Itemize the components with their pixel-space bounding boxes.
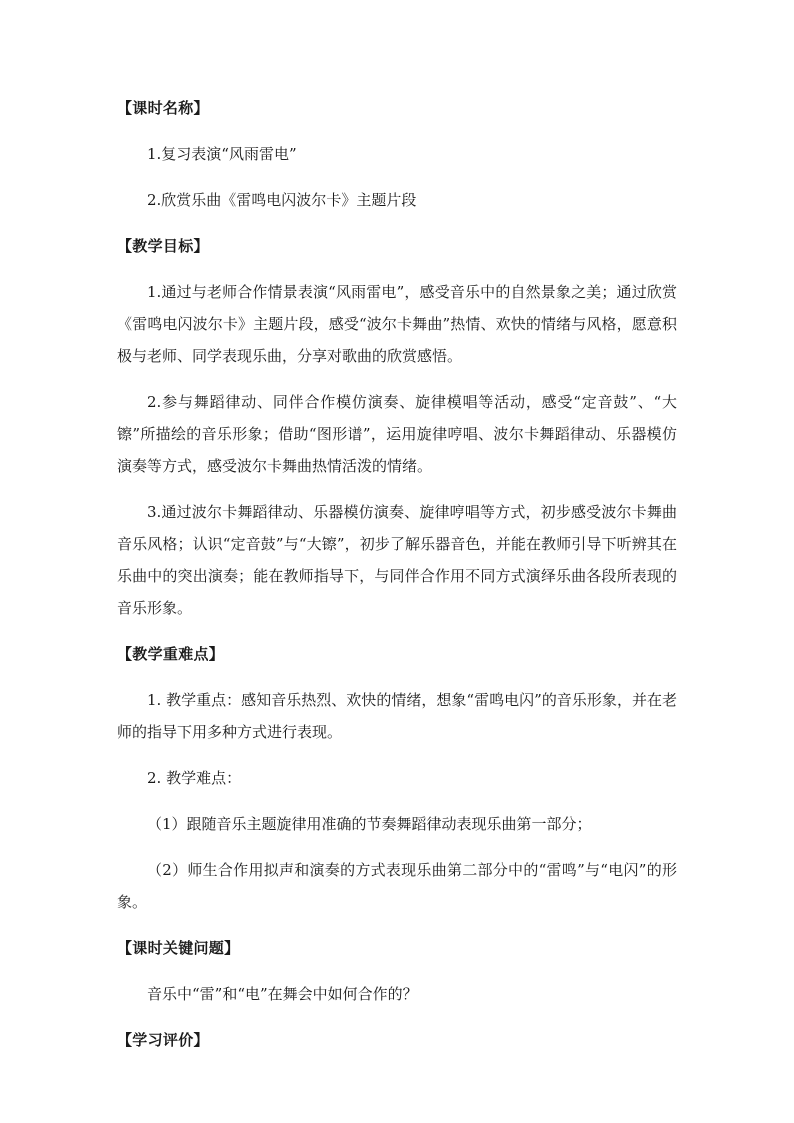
section-heading-evaluation: 【学习评价】 (117, 1031, 209, 1049)
section-heading-key-question: 【课时关键问题】 (117, 939, 240, 957)
section-heading-lesson-name: 【课时名称】 (117, 99, 209, 117)
difficulty-item-2: （2）师生合作用拟声和演奏的方式表现乐曲第二部分中的“雷鸣”与“电闪”的形象。 (117, 861, 677, 911)
objective-item-3: 3.通过波尔卡舞蹈律动、乐器模仿演奏、旋律哼唱等方式，初步感受波尔卡舞曲音乐风格；认识“定音鼓”与“大镲”，初步了解乐器音色，并能在教师引导下听辨其在乐曲中的突出演奏；能在教师指导下，与同伴合作用不同方式演绎乐曲各段所表现的音乐形象。 (117, 503, 677, 617)
teaching-focus: 1. 教学重点：感知音乐热烈、欢快的情绪，想象“雷鸣电闪”的音乐形象，并在老师的指导下用多种方式进行表现。 (117, 691, 677, 741)
difficulty-item-1: （1）跟随音乐主题旋律用准确的节奏舞蹈律动表现乐曲第一部分； (147, 815, 592, 833)
objective-item-2: 2.参与舞蹈律动、同伴合作模仿演奏、旋律模唱等活动，感受“定音鼓”、“大镲”所描绘的音乐形象；借助“图形谱”，运用旋律哼唱、波尔卡舞蹈律动、乐器模仿演奏等方式，感受波尔卡舞曲热情活泼的情绪。 (117, 393, 677, 475)
lesson-name-item-2: 2.欣赏乐曲《雷鸣电闪波尔卡》主题片段 (147, 191, 417, 209)
key-question-text: 音乐中“雷”和“电”在舞会中如何合作的？ (147, 985, 418, 1003)
teaching-difficulty-label: 2. 教学难点： (147, 769, 242, 787)
objective-item-1: 1.通过与老师合作情景表演“风雨雷电”，感受音乐中的自然景象之美；通过欣赏《雷鸣电闪波尔卡》主题片段，感受“波尔卡舞曲”热情、欢快的情绪与风格，愿意积极与老师、同学表现乐曲，分享对歌曲的欣赏感悟。 (117, 283, 677, 365)
section-heading-key-points: 【教学重难点】 (117, 645, 225, 663)
section-heading-objectives: 【教学目标】 (117, 237, 209, 255)
lesson-name-item-1: 1.复习表演“风雨雷电” (147, 145, 297, 163)
document-body (117, 92, 677, 1070)
